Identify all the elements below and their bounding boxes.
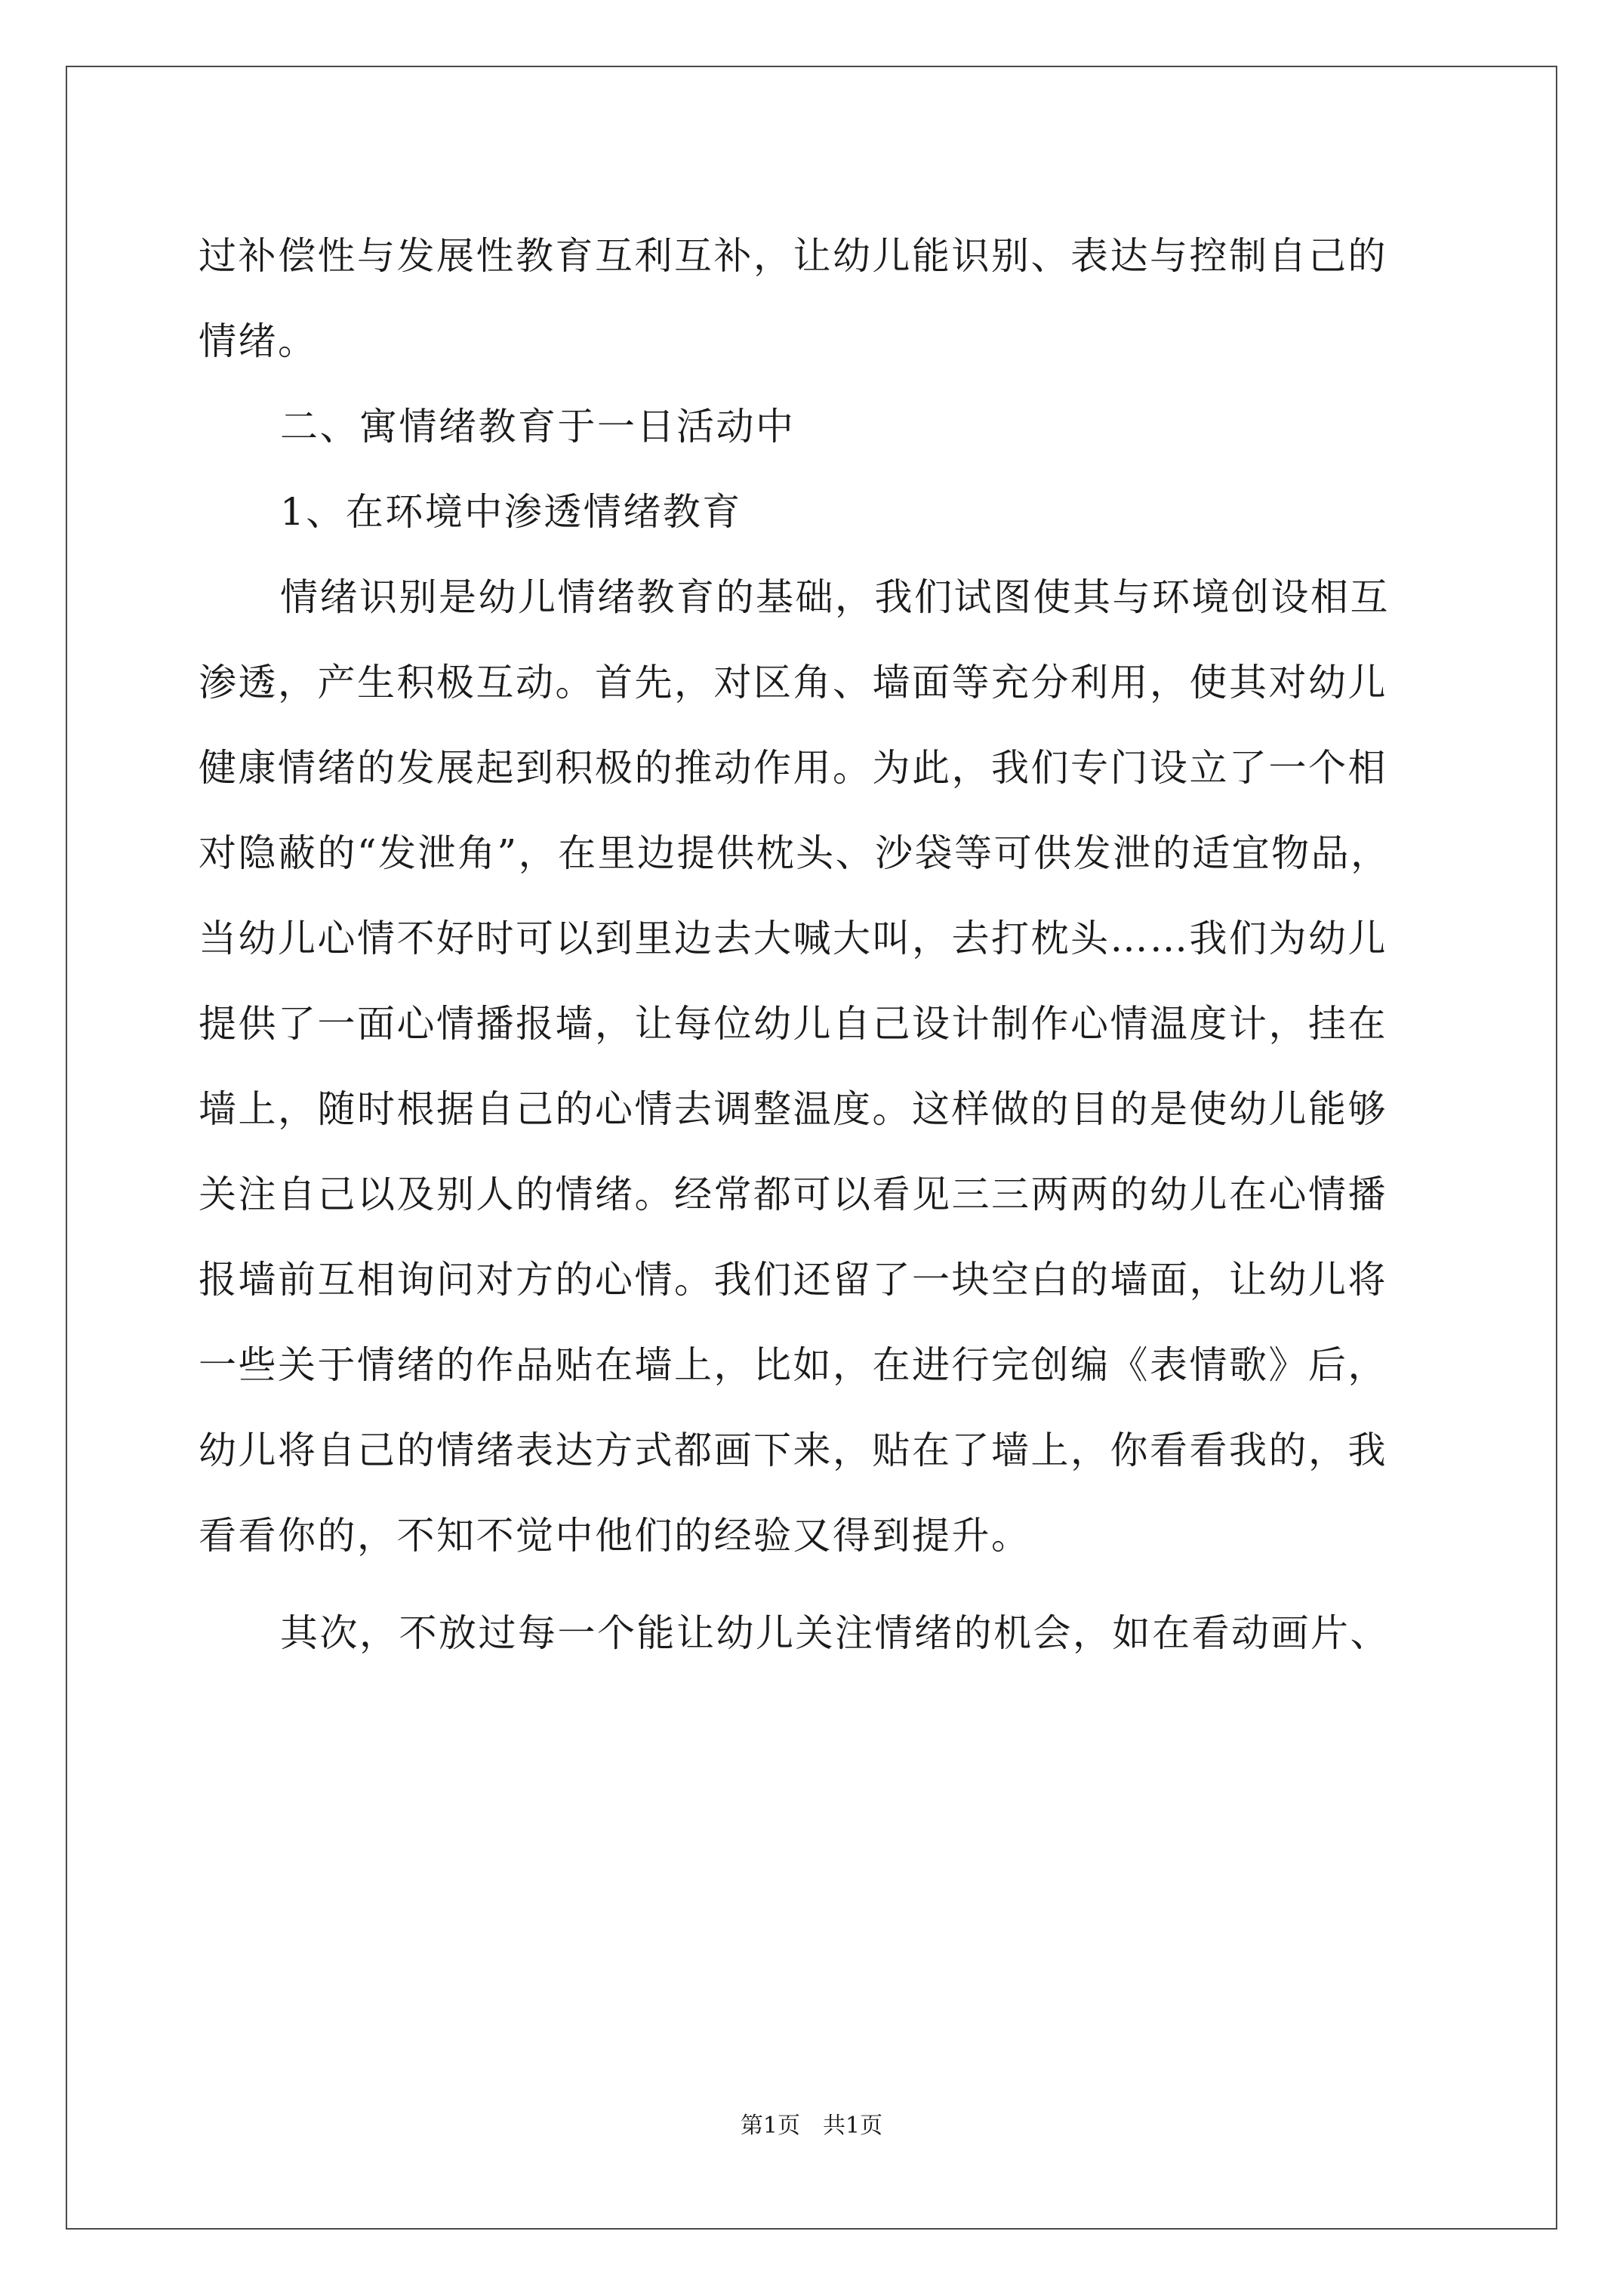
page-footer <box>0 2111 1623 2141</box>
paragraph-line: 其次，不放过每一个能让幼儿关注情绪的机会，如在看动画片、 <box>280 1611 1390 1655</box>
paragraph-line: 关注自己以及别人的情绪。经常都可以看见三三两两的幼儿在心情播 <box>199 1173 1387 1216</box>
page-number: 第1页 <box>740 2113 800 2139</box>
paragraph-line: 对隐蔽的“发泄角”，在里边提供枕头、沙袋等可供发泄的适宜物品， <box>199 831 1390 875</box>
paragraph-line: 幼儿将自己的情绪表达方式都画下来，贴在了墙上，你看看我的，我 <box>199 1428 1387 1472</box>
paragraph-line: 提供了一面心情播报墙，让每位幼儿自己设计制作心情温度计，挂在 <box>199 1002 1387 1046</box>
paragraph-line: 墙上，随时根据自己的心情去调整温度。这样做的目的是使幼儿能够 <box>199 1087 1387 1131</box>
paragraph-line: 情绪识别是幼儿情绪教育的基础，我们试图使其与环境创设相互 <box>280 575 1390 619</box>
paragraph-line: 健康情绪的发展起到积极的推动作用。为此，我们专门设立了一个相 <box>199 746 1387 790</box>
paragraph-line: 渗透，产生积极互动。首先，对区角、墙面等充分利用，使其对幼儿 <box>199 661 1387 704</box>
paragraph-line: 报墙前互相询问对方的心情。我们还留了一块空白的墙面，让幼儿将 <box>199 1258 1387 1302</box>
paragraph-line: 看看你的，不知不觉中他们的经验又得到提升。 <box>199 1514 1031 1558</box>
paragraph-line: 一些关于情绪的作品贴在墙上，比如，在进行完创编《表情歌》后， <box>199 1343 1387 1387</box>
paragraph-line: 过补偿性与发展性教育互利互补，让幼儿能识别、表达与控制自己的 <box>199 234 1387 278</box>
page-total: 共1页 <box>823 2113 883 2139</box>
section-heading: 二、寓情绪教育于一日活动中 <box>280 405 796 448</box>
subsection-heading: 1、在环境中渗透情绪教育 <box>280 490 742 534</box>
paragraph-line: 当幼儿心情不好时可以到里边去大喊大叫，去打枕头……我们为幼儿 <box>199 917 1387 960</box>
paragraph-line: 情绪。 <box>199 319 318 363</box>
document-body <box>199 214 1437 1676</box>
